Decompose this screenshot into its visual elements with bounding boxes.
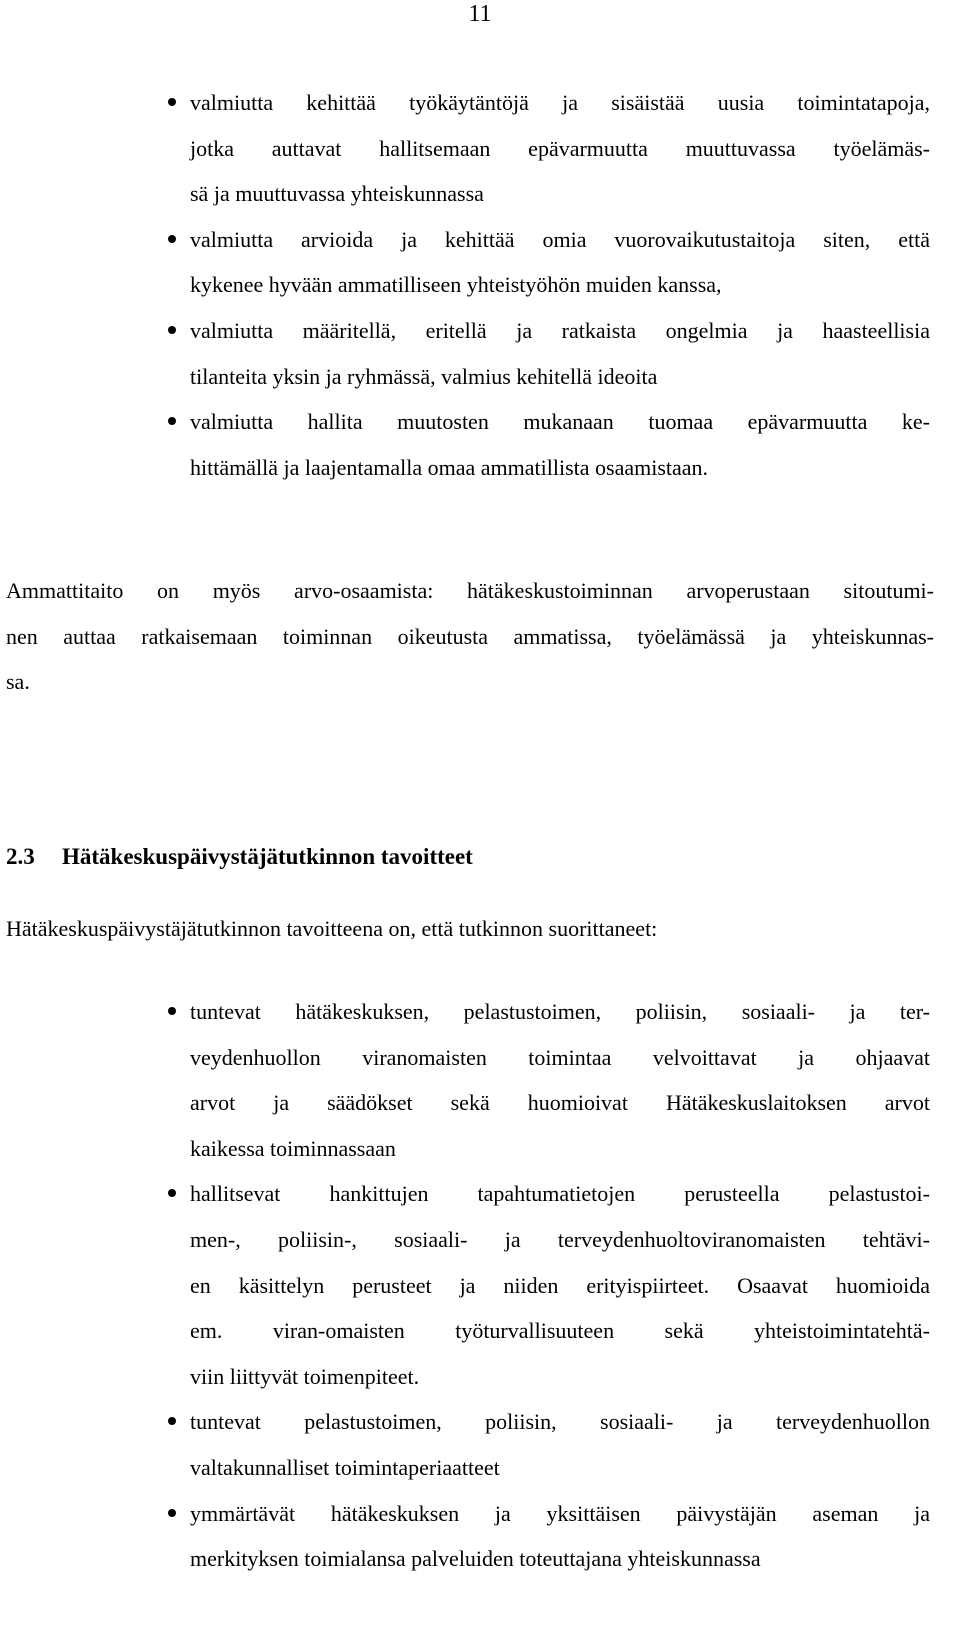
section-number: 2.3	[6, 844, 35, 869]
bullet-icon	[168, 1509, 176, 1517]
text-line: tilanteita yksin ja ryhmässä, valmius kehitellä ideoita	[190, 363, 658, 389]
list-item	[190, 1171, 930, 1399]
text-line: hittämällä ja laajentamalla omaa ammatillista osaamistaan.	[190, 454, 709, 480]
text-line: hallitsevat hankittujen tapahtumatietojen perusteella pelastustoi-	[190, 1181, 930, 1207]
text-line: arvot ja säädökset sekä huomioivat Hätäkeskuslaitoksen arvot	[190, 1090, 930, 1116]
page-number: 11	[468, 1, 492, 27]
text-line: kykenee hyvään ammatilliseen yhteistyöhön muiden kanssa,	[190, 272, 722, 298]
bullet-icon	[168, 1189, 176, 1197]
paragraph-value-competence	[6, 568, 934, 705]
text-line: valtakunnalliset toimintaperiaatteet	[190, 1454, 500, 1480]
bullet-list-competencies	[190, 80, 930, 490]
bullet-list-objectives	[190, 989, 930, 1582]
list-item	[190, 217, 930, 308]
text-line: merkityksen toimialansa palveluiden toteuttajana yhteiskunnassa	[190, 1546, 761, 1572]
text-line: valmiutta hallita muutosten mukanaan tuomaa epävarmuutta ke-	[190, 409, 930, 435]
text-line: jotka auttavat hallitsemaan epävarmuutta muuttuvassa työelämäs-	[190, 135, 930, 161]
list-item	[190, 989, 930, 1171]
text-line: kaikessa toiminnassaan	[190, 1135, 396, 1161]
text-line: en käsittelyn perusteet ja niiden erityispiirteet. Osaavat huomioida	[190, 1272, 930, 1298]
bullet-icon	[168, 235, 176, 243]
text-line: nen auttaa ratkaisemaan toiminnan oikeutusta ammatissa, työelämässä ja yhteiskunnas-	[6, 623, 934, 649]
paragraph-intro: Hätäkeskuspäivystäjätutkinnon tavoitteena on, että tutkinnon suorittaneet:	[6, 916, 658, 941]
text-line: valmiutta määritellä, eritellä ja ratkaista ongelmia ja haasteellisia	[190, 317, 930, 343]
text-line: tuntevat hätäkeskuksen, pelastustoimen, poliisin, sosiaali- ja ter-	[190, 999, 930, 1024]
text-line: sa.	[6, 669, 30, 695]
text-line: tuntevat pelastustoimen, poliisin, sosiaali- ja terveydenhuollon	[190, 1409, 930, 1435]
list-item	[190, 308, 930, 399]
list-item	[190, 80, 930, 217]
text-line: sä ja muuttuvassa yhteiskunnassa	[190, 181, 484, 207]
text-line: veydenhuollon viranomaisten toimintaa velvoittavat ja ohjaavat	[190, 1044, 930, 1070]
text-line: valmiutta arvioida ja kehittää omia vuorovaikutustaitoja siten, että	[190, 226, 930, 252]
bullet-icon	[168, 98, 176, 106]
text-line: valmiutta kehittää työkäytäntöjä ja sisäistää uusia toimintatapoja,	[190, 90, 930, 115]
text-line: Ammattitaito on myös arvo-osaamista: hätäkeskustoiminnan arvoperustaan sitoutumi-	[6, 578, 934, 603]
text-line: men-, poliisin-, sosiaali- ja terveydenhuoltoviranomaisten tehtävi-	[190, 1226, 930, 1252]
bullet-icon	[168, 326, 176, 334]
list-item	[190, 1399, 930, 1490]
bullet-icon	[168, 417, 176, 425]
list-item	[190, 399, 930, 490]
list-item	[190, 1491, 930, 1582]
text-line: em. viran-omaisten työturvallisuuteen sekä yhteistoimintatehtä-	[190, 1318, 930, 1344]
section-title: Hätäkeskuspäivystäjätutkinnon tavoitteet	[62, 844, 473, 869]
bullet-icon	[168, 1007, 176, 1015]
text-line: ymmärtävät hätäkeskuksen ja yksittäisen päivystäjän aseman ja	[190, 1500, 930, 1526]
section-heading	[6, 834, 473, 880]
bullet-icon	[168, 1417, 176, 1425]
text-line: viin liittyvät toimenpiteet.	[190, 1363, 420, 1389]
